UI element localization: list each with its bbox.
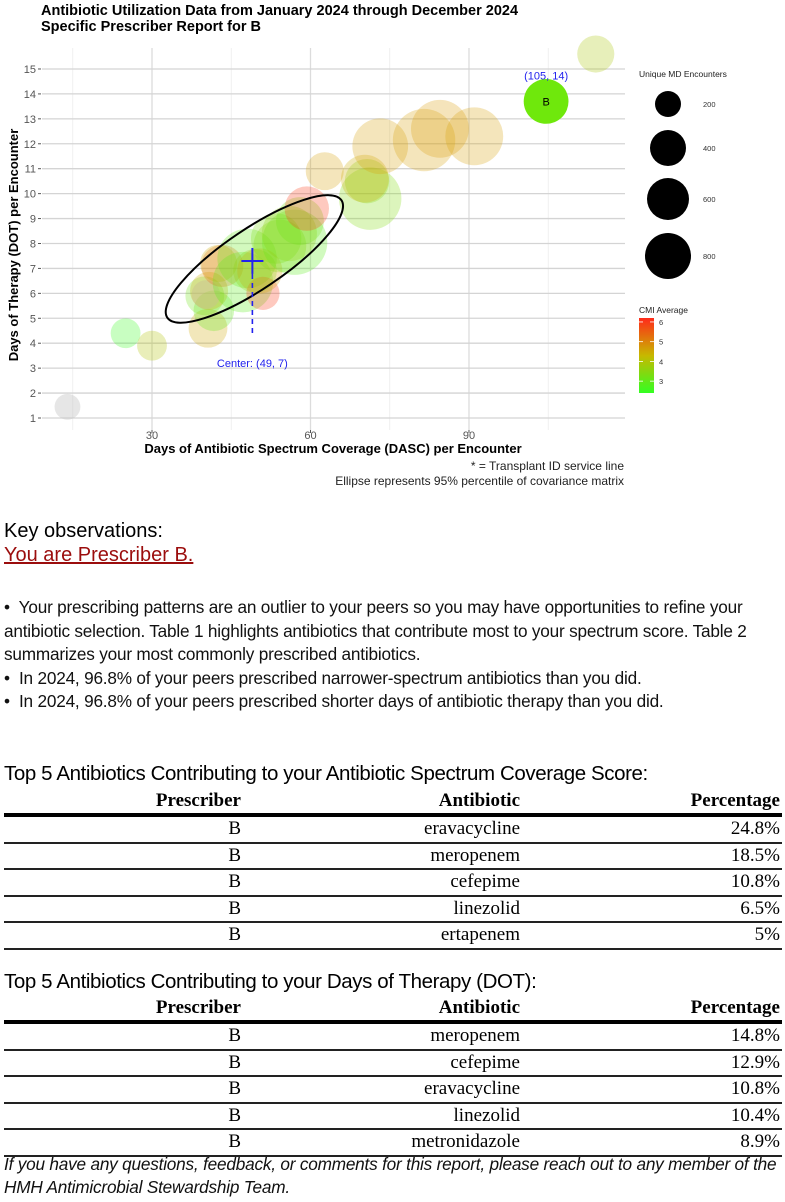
color-legend-title: CMI Average — [639, 305, 688, 315]
table-row — [4, 1103, 782, 1130]
y-tick-label: 4 — [29, 338, 36, 351]
table-row — [4, 843, 782, 870]
y-tick-label: 1 — [29, 413, 36, 425]
size-legend-circle — [655, 91, 681, 117]
color-legend-bar — [639, 318, 654, 393]
color-legend-label: 3 — [659, 377, 664, 387]
table-row — [4, 1022, 782, 1050]
x-tick-label: 60 — [304, 430, 317, 442]
caption-ellipse: Ellipse represents 95% percentile of covariance matrix — [335, 474, 624, 488]
size-legend-label: 200 — [703, 100, 716, 109]
size-legend-title: Unique MD Encounters — [639, 69, 727, 79]
cell-percentage: 18.5% — [522, 843, 782, 870]
y-tick-label: 6 — [29, 288, 36, 301]
observations-title: Key observations: — [4, 520, 163, 542]
data-point — [285, 186, 329, 230]
y-ticks — [24, 64, 41, 425]
data-point — [137, 331, 167, 361]
cell-prescriber: B — [4, 1022, 243, 1050]
cell-antibiotic: linezolid — [243, 896, 522, 923]
data-point — [445, 107, 503, 165]
y-tick-label: 7 — [29, 263, 36, 276]
y-tick-label: 12 — [23, 138, 36, 151]
cell-percentage: 24.8% — [522, 815, 782, 843]
y-tick-label: 3 — [29, 363, 36, 376]
cell-prescriber: B — [4, 1103, 243, 1130]
size-legend-circle — [645, 233, 691, 279]
color-legend-label: 4 — [659, 357, 664, 367]
table1-heading: Top 5 Antibiotics Contributing to your Antibiotic Spectrum Coverage Score: — [4, 762, 648, 785]
cell-antibiotic: cefepime — [243, 1050, 522, 1077]
cell-antibiotic: eravacycline — [243, 815, 522, 843]
cell-prescriber: B — [4, 922, 243, 949]
cell-percentage: 12.9% — [522, 1050, 782, 1077]
prescriber-b-label: B — [542, 96, 550, 109]
cell-prescriber: B — [4, 896, 243, 923]
scatter-chart — [0, 0, 785, 495]
observation-bullets — [4, 596, 784, 714]
column-header: Antibiotic — [243, 996, 522, 1022]
cell-antibiotic: eravacycline — [243, 1076, 522, 1103]
cell-prescriber: B — [4, 1076, 243, 1103]
bullet-item: • In 2024, 96.8% of your peers prescribed shorter days of antibiotic therapy than you did. — [4, 691, 664, 711]
bullet-icon: • — [4, 691, 10, 711]
color-legend-label: 6 — [659, 317, 664, 327]
color-legend — [639, 305, 688, 393]
cell-percentage: 10.8% — [522, 1076, 782, 1103]
data-point — [111, 318, 141, 348]
cell-percentage: 8.9% — [522, 1129, 782, 1156]
column-header: Antibiotic — [243, 789, 522, 815]
cell-prescriber: B — [4, 1129, 243, 1156]
column-header: Prescriber — [4, 789, 243, 815]
table-row — [4, 815, 782, 843]
y-tick-label: 9 — [29, 213, 36, 226]
table-row — [4, 922, 782, 949]
size-legend — [639, 69, 727, 279]
observations — [4, 519, 784, 567]
prescriber-b-coords: (105, 14) — [524, 70, 569, 83]
size-legend-label: 800 — [703, 252, 716, 261]
cell-prescriber: B — [4, 815, 243, 843]
caption-transplant: * = Transplant ID service line — [470, 459, 624, 473]
center-label: Center: (49, 7) — [216, 357, 288, 370]
y-tick-label: 8 — [29, 238, 36, 251]
cell-antibiotic: linezolid — [243, 1103, 522, 1130]
y-axis-title: Days of Therapy (DOT) per Encounter — [6, 128, 21, 362]
table1 — [4, 789, 782, 950]
cell-percentage: 5% — [522, 922, 782, 949]
cell-antibiotic: ertapenem — [243, 922, 522, 949]
column-header: Percentage — [522, 789, 782, 815]
table-row — [4, 1129, 782, 1156]
cell-antibiotic: meropenem — [243, 843, 522, 870]
cell-percentage: 14.8% — [522, 1022, 782, 1050]
cell-prescriber: B — [4, 843, 243, 870]
table-row — [4, 1050, 782, 1077]
x-axis-title: Days of Antibiotic Spectrum Coverage (DASC) per Encounter — [144, 441, 522, 456]
y-tick-label: 5 — [29, 313, 36, 326]
chart-svg — [0, 0, 785, 495]
cell-percentage: 10.8% — [522, 869, 782, 896]
size-legend-circle — [650, 130, 686, 166]
size-legend-label: 600 — [703, 195, 716, 204]
cell-prescriber: B — [4, 1050, 243, 1077]
bullet-item: • Your prescribing patterns are an outlier to your peers so you may have opportunities to refine your antibiotic selection. Table 1 highlights antibiotics that contribute most to your spectrum score. Table 2 summarizes your most commonly prescribed antibiotics. — [4, 597, 747, 664]
x-tick-label: 30 — [145, 430, 159, 442]
footer-note: If you have any questions, feedback, or comments for this report, please reach out to any member of the HMH Antimicrobial Stewardship Team. — [4, 1154, 777, 1197]
y-tick-label: 10 — [23, 188, 36, 201]
column-header: Percentage — [522, 996, 782, 1022]
bullet-icon: • — [4, 597, 10, 617]
cell-antibiotic: cefepime — [243, 869, 522, 896]
cell-percentage: 6.5% — [522, 896, 782, 923]
y-tick-label: 2 — [29, 388, 36, 401]
cell-prescriber: B — [4, 869, 243, 896]
table-header-row — [4, 789, 782, 815]
x-tick-label: 90 — [462, 430, 476, 442]
data-point — [55, 394, 81, 420]
y-tick-label: 15 — [23, 63, 36, 76]
bullet-icon: • — [4, 667, 10, 688]
prescriber-identity: You are Prescriber B. — [4, 544, 194, 566]
chart-subtitle: Specific Prescriber Report for B — [41, 19, 261, 35]
table-row — [4, 1076, 782, 1103]
color-legend-label: 5 — [659, 337, 664, 347]
chart-title: Antibiotic Utilization Data from January 2024 through December 2024 — [41, 3, 519, 19]
data-point — [306, 152, 344, 190]
table2 — [4, 996, 782, 1157]
table-header-row — [4, 996, 782, 1022]
table-row — [4, 869, 782, 896]
table-row — [4, 896, 782, 923]
cell-antibiotic: meropenem — [243, 1022, 522, 1050]
y-tick-label: 13 — [23, 113, 36, 126]
cell-percentage: 10.4% — [522, 1103, 782, 1130]
size-legend-circle — [647, 178, 689, 220]
size-legend-label: 400 — [703, 144, 716, 153]
data-point — [577, 35, 614, 72]
cell-antibiotic: metronidazole — [243, 1129, 522, 1156]
bullet-item: • In 2024, 96.8% of your peers prescribed narrower-spectrum antibiotics than you did. — [4, 667, 642, 688]
table2-heading: Top 5 Antibiotics Contributing to your Days of Therapy (DOT): — [4, 970, 537, 993]
column-header: Prescriber — [4, 996, 243, 1022]
y-tick-label: 11 — [24, 163, 36, 176]
y-tick-label: 14 — [23, 88, 36, 101]
